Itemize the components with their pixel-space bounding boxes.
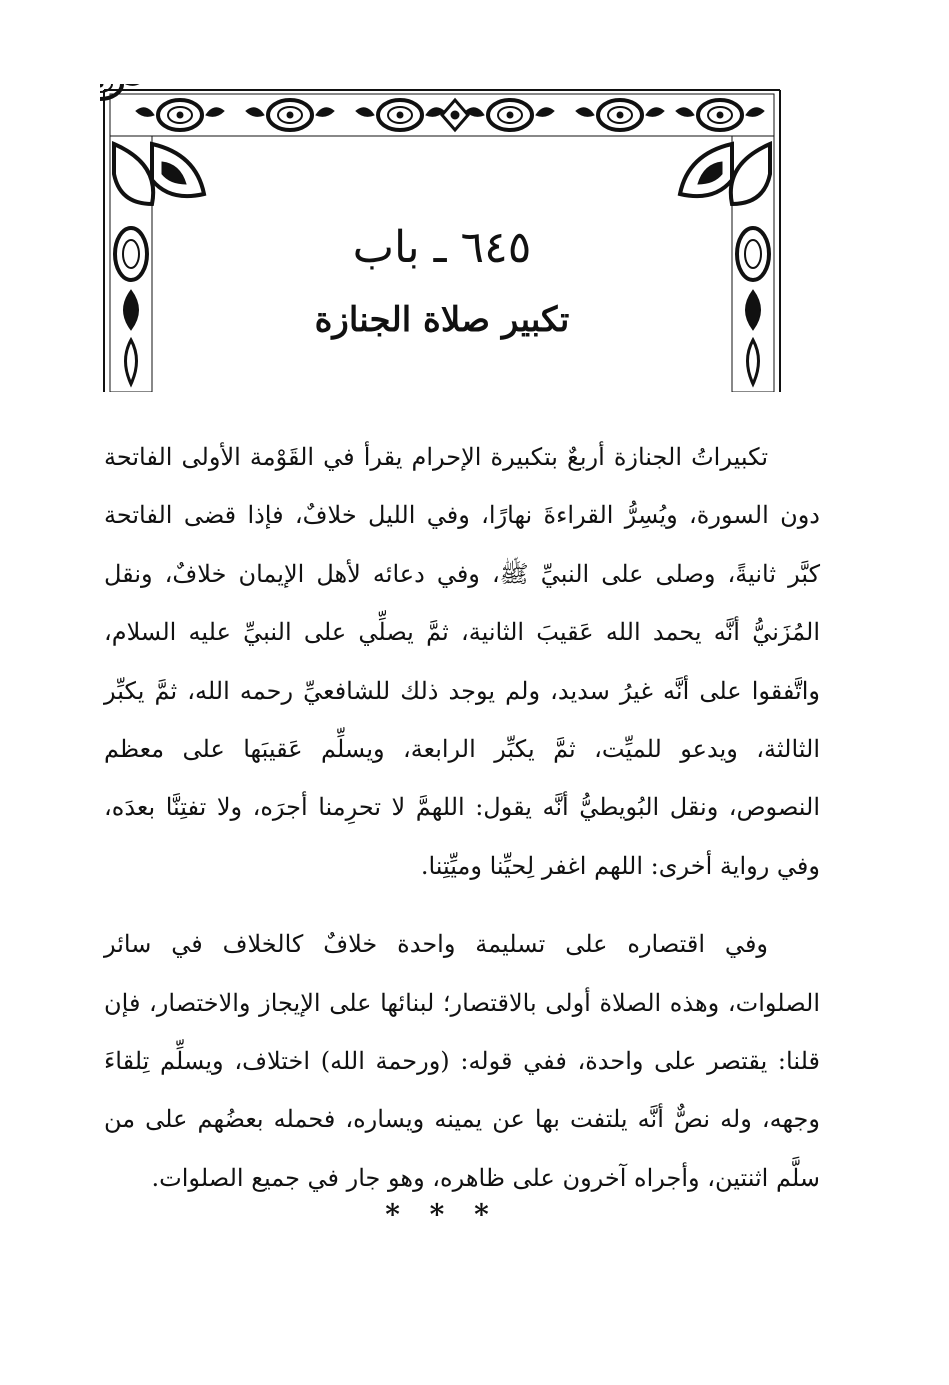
body-text xyxy=(104,428,820,1207)
chapter-number: ٦٤٥ ـ باب xyxy=(352,222,532,273)
paragraph-2: وفي اقتصاره على تسليمة واحدة خلافٌ كالخلاف في سائر الصلوات، وهذه الصلاة أولى بالاقتصار؛ لبنائها على الإيجاز والاختصار، فإن قلنا: يقتصر على واحدة، ففي قوله: (ورحمة الله) اختلاف، ويسلِّم تِلقاءَ وجهه، وله نصٌّ أنَّه يلتفت بها عن يمينه ويساره، فحمله بعضُهم على من سلَّم اثنتين، وأجراه آخرون على ظاهره، وهو جار في جميع الصلوات. xyxy=(104,930,820,1192)
paragraph-1: تكبيراتُ الجنازة أربعٌ بتكبيرة الإحرام يقرأ في القَوْمة الأولى الفاتحة دون السورة، ويُسِرُّ القراءةَ نهارًا، وفي الليل خلافٌ، فإذا قضى الفاتحة كبَّر ثانيةً، وصلى على النبيِّ ﷺ، وفي دعائه لأهل الإيمان خلافٌ، ونقل المُزَنيُّ أنَّه يحمد الله عَقيبَ الثانية، ثمَّ يصلِّي على النبيِّ عليه السلام، واتَّفقوا على أنَّه غيرُ سديد، ولم يوجد ذلك للشافعيِّ رحمه الله، ثمَّ يكبِّر الثالثة، ويدعو للميِّت، ثمَّ يكبِّر الرابعة، ويسلِّم عَقيبَها على معظم النصوص، ونقل البُويطيُّ أنَّه يقول: اللهمَّ لا تحرِمنا أجرَه، ولا تفتِنَّا بعدَه، وفي رواية أخرى: اللهم اغفر لِحيِّنا وميِّتِنا. xyxy=(104,443,820,880)
chapter-title: تكبير صلاة الجنازة xyxy=(314,300,570,340)
section-separator: * * * xyxy=(385,1198,499,1231)
